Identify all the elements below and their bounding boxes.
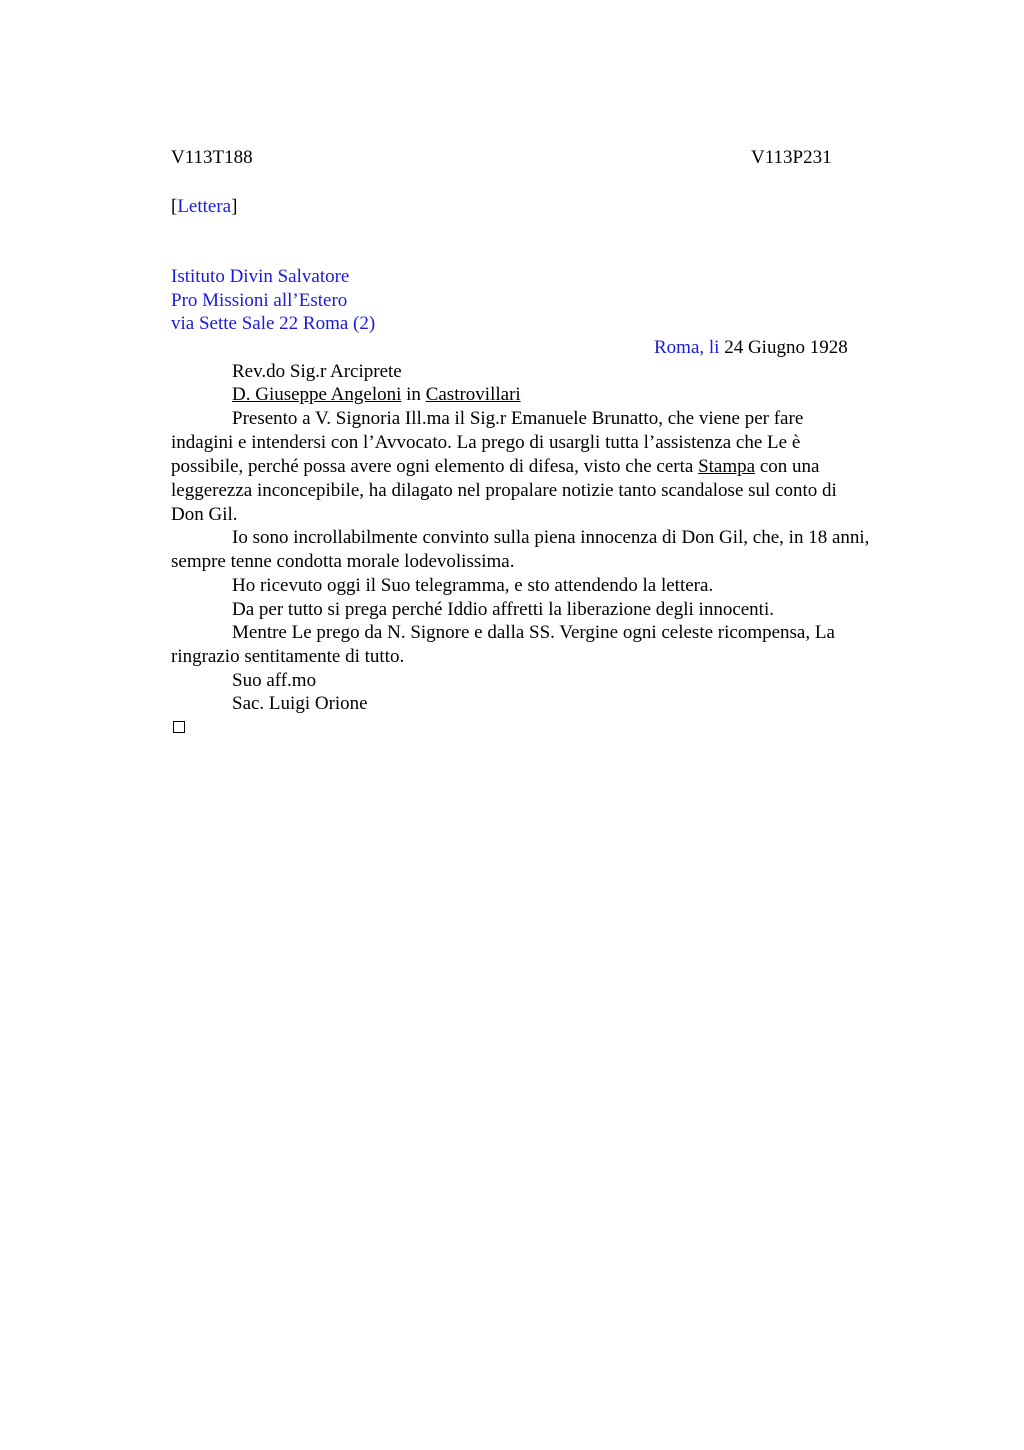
body-p1-line-5: Don Gil. — [171, 504, 238, 525]
body-stampa: Stampa — [698, 456, 756, 477]
body-p3: Ho ricevuto oggi il Suo telegramma, e sto attendendo la lettera. — [232, 575, 714, 596]
body-p1-line-3a: possibile, perché possa avere ogni elemento di difesa, visto che certa — [171, 456, 699, 477]
letterhead-line-1: Istituto Divin Salvatore — [171, 266, 350, 287]
body-p1-line-2: indagini e intendersi con l’Avvocato. La prego di usargli tutta l’assistenza che Le è — [171, 432, 801, 453]
body-p2-line-1: Io sono incrollabilmente convinto sulla piena innocenza di Don Gil, che, in 18 anni, — [232, 527, 870, 548]
doc-type-close: ] — [231, 196, 238, 217]
body-p1-line-3 — [171, 455, 819, 479]
doc-type-label: Lettera — [177, 196, 232, 217]
body-p2-line-2: sempre tenne condotta morale lodevolissima. — [171, 551, 515, 572]
doc-type — [171, 195, 237, 219]
end-square-icon — [173, 721, 185, 733]
body-p4: Da per tutto si prega perché Iddio affretti la liberazione degli innocenti. — [232, 599, 774, 620]
body-p1-line-1: Presento a V. Signoria Ill.ma il Sig.r Emanuele Brunatto, che viene per fare — [232, 408, 804, 429]
dateline-place: Roma, li — [654, 337, 720, 358]
recipient-address — [232, 383, 521, 407]
header-left-code: V113T188 — [171, 147, 253, 168]
closing-signature: Sac. Luigi Orione — [232, 693, 368, 714]
recipient-title: Rev.do Sig.r Arciprete — [232, 361, 402, 382]
recipient-in: in — [401, 384, 426, 405]
recipient-place: Castrovillari — [425, 384, 521, 405]
dateline — [654, 336, 848, 360]
body-p5-line-1: Mentre Le prego da N. Signore e dalla SS. Vergine ogni celeste ricompensa, La — [232, 622, 835, 643]
doc-type-open: [ — [171, 196, 178, 217]
closing-valediction: Suo aff.mo — [232, 670, 317, 691]
body-p5-line-2: ringrazio sentitamente di tutto. — [171, 646, 405, 667]
dateline-date: 24 Giugno 1928 — [719, 337, 848, 358]
body-p1-line-3b: con una — [755, 456, 820, 477]
body-p1-line-4: leggerezza inconcepibile, ha dilagato nel propalare notizie tanto scandalose sul conto di — [171, 480, 837, 501]
letterhead-line-3: via Sette Sale 22 Roma (2) — [171, 313, 376, 334]
header-right-code: V113P231 — [751, 147, 832, 168]
letterhead-line-2: Pro Missioni all’Estero — [171, 290, 348, 311]
recipient-name: D. Giuseppe Angeloni — [232, 384, 402, 405]
